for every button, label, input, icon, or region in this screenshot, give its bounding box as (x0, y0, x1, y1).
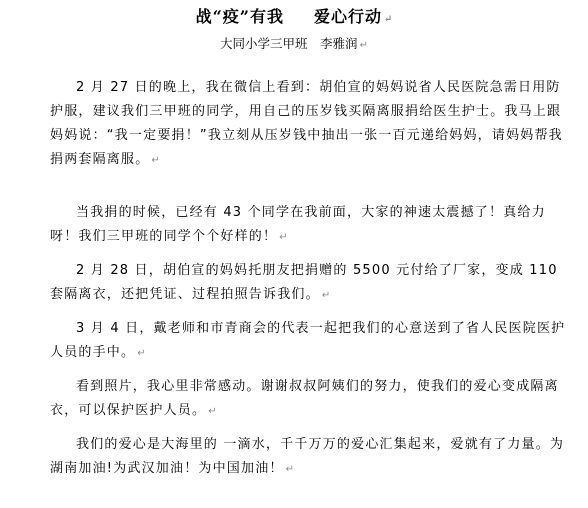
paragraph-2-text: 当我捐的时候，已经有 43 个同学在我前面，大家的神速太震撼了！真给力呀！我们三甲班的同学个个好样的！ (50, 205, 546, 244)
paragraph-2 (50, 201, 570, 250)
paragraph-1-text: 2 月 27 日的晚上，我在微信上看到：胡伯宣的妈妈说省人民医院急需日用防护服，建议我们三甲班的同学，用自己的压岁钱买隔离服捐给医生护士。我马上跟妈妈说：“我一定要捐！”我立刻从压岁钱中抽出一张一百元递给妈妈，请妈妈帮我捐两套隔离服。 (50, 80, 563, 167)
paragraph-3 (50, 259, 570, 308)
author-byline (0, 35, 588, 55)
paragraph-1 (50, 76, 570, 173)
paragraph-4 (50, 317, 570, 366)
title-part-2: 爱心行动 (314, 7, 383, 26)
document-title (0, 6, 588, 31)
paragraph-mark-icon: ↵ (384, 14, 393, 25)
paragraph-mark-icon: ↵ (359, 40, 368, 51)
paragraph-mark-icon: ↵ (279, 232, 288, 243)
paragraph-mark-icon: ↵ (321, 290, 331, 301)
paragraph-4-text: 3 月 4 日，戴老师和市青商会的代表一起把我们的心意送到了省人民医院医护人员的手中。 (50, 321, 566, 360)
paragraph-mark-icon: ↵ (285, 464, 295, 475)
paragraph-mark-icon: ↵ (151, 155, 160, 166)
author-byline-text: 大同小学三甲班 李雅润 (220, 36, 358, 51)
paragraph-5 (50, 375, 570, 424)
title-part-1: 战“疫”有我 (195, 7, 284, 26)
paragraph-6-text: 我们的爱心是大海里的 一滴水，千千万万的爱心汇集起来，爱就有了力量。为湖南加油!为武汉加油！为中国加油！ (50, 437, 565, 476)
paragraph-6 (50, 433, 570, 482)
paragraph-mark-icon: ↵ (208, 406, 217, 417)
paragraph-5-text: 看到照片，我心里非常感动。谢谢叔叔阿姨们的努力，使我们的爱心变成隔离衣，可以保护医护人员。 (50, 379, 559, 418)
paragraph-mark-icon: ↵ (137, 348, 146, 359)
paragraph-3-text: 2 月 28 日，胡伯宣的妈妈托朋友把捐赠的 5500 元付给了厂家，变成 110 套隔离衣，还把凭证、过程拍照告诉我们。 (50, 263, 558, 302)
